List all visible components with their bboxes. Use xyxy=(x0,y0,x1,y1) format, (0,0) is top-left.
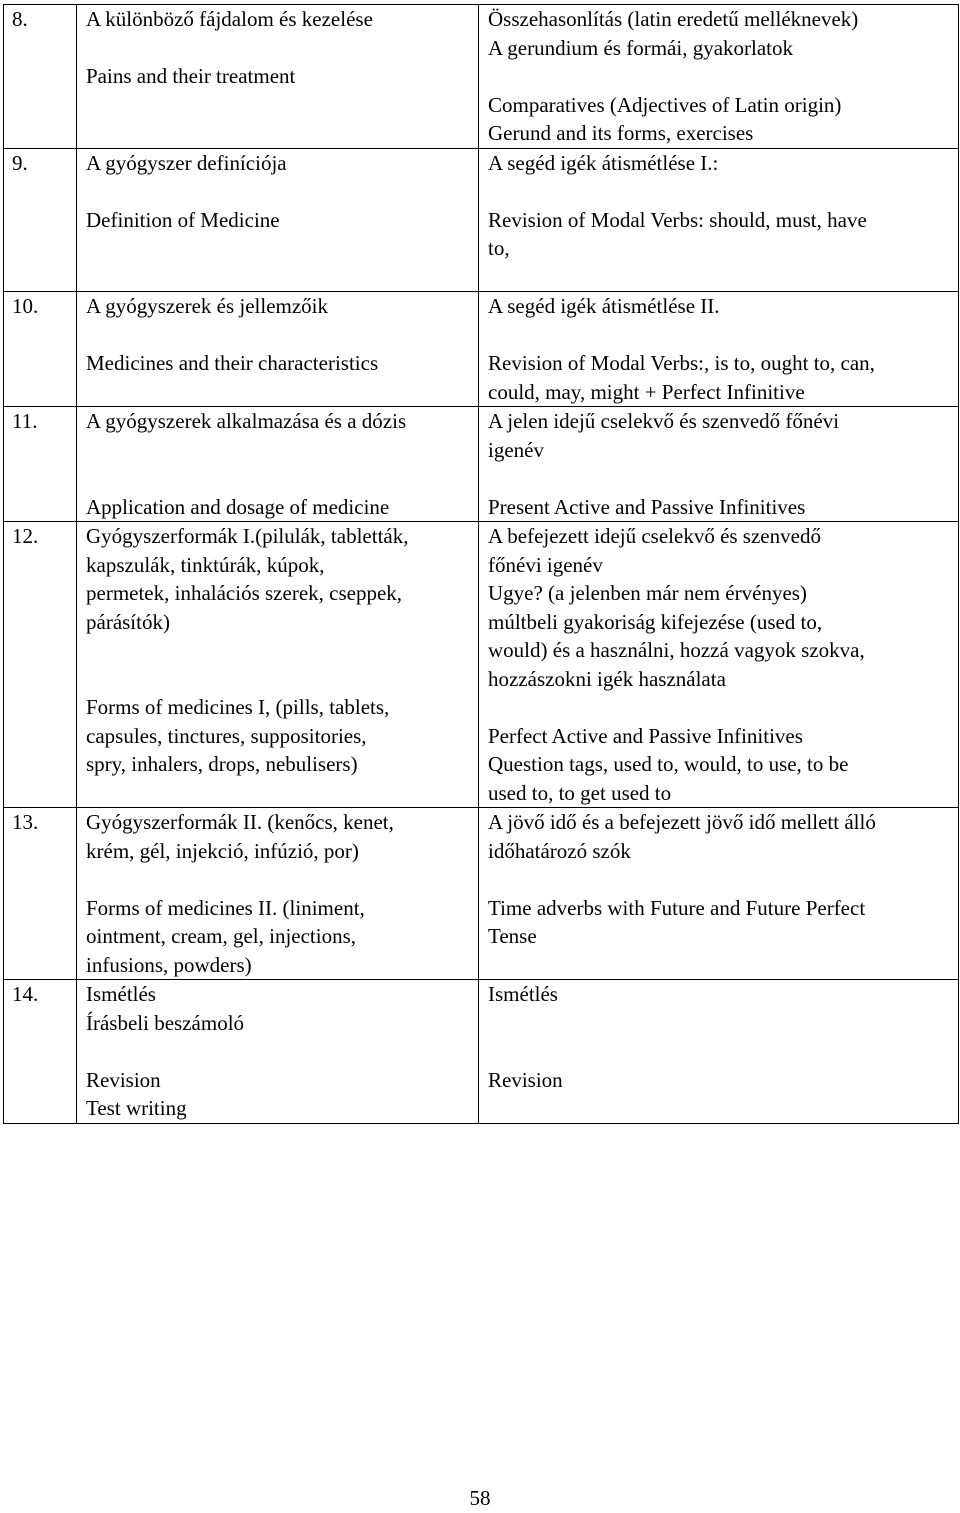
blank-line xyxy=(86,436,474,465)
grammar-cell xyxy=(479,5,959,149)
page-number: 58 xyxy=(469,1486,491,1510)
table-row xyxy=(4,980,959,1124)
topic-english-line: ointment, cream, gel, injections, xyxy=(86,924,357,948)
topic-cell xyxy=(77,980,479,1124)
grammar-hungarian-line: A segéd igék átismétlése II. xyxy=(488,294,720,318)
topic-hungarian-line: A gyógyszer definíciója xyxy=(86,150,287,175)
table-row xyxy=(4,522,959,808)
grammar-cell xyxy=(479,522,959,808)
topic-hungarian-line: A gyógyszerek és jellemzőik xyxy=(86,294,329,318)
grammar-hungarian-line: would) és a használni, hozzá vagyok szokva, xyxy=(488,638,865,662)
grammar-english-line: used to, to get used to xyxy=(488,780,672,805)
topic-english-line: Forms of medicines I, (pills, tablets, xyxy=(86,695,390,719)
blank-line xyxy=(488,1037,954,1066)
lesson-number: 11. xyxy=(4,407,77,522)
blank-line xyxy=(488,865,954,894)
topic-hungarian-line: permetek, inhalációs szerek, cseppek, xyxy=(86,581,403,605)
blank-line xyxy=(86,464,474,493)
grammar-english-line: Question tags, used to, would, to use, to be xyxy=(488,752,849,776)
topic-hungarian-line: krém, gél, injekció, infúzió, por) xyxy=(86,838,359,863)
topic-cell xyxy=(77,5,479,149)
grammar-english-line: Perfect Active and Passive Infinitives xyxy=(488,723,803,748)
topic-hungarian-line: kapszulák, tinktúrák, kúpok, xyxy=(86,552,325,577)
table-row xyxy=(4,148,959,292)
blank-line xyxy=(488,177,954,206)
lesson-number: 10. xyxy=(4,292,77,407)
grammar-english-line: could, may, might + Perfect Infinitive xyxy=(488,379,805,404)
grammar-cell xyxy=(479,407,959,522)
lesson-number: 13. xyxy=(4,808,77,980)
grammar-cell xyxy=(479,292,959,407)
grammar-cell xyxy=(479,808,959,980)
grammar-english-line: Gerund and its forms, exercises xyxy=(488,121,754,145)
grammar-hungarian-line: hozzászokni igék használata xyxy=(488,666,726,691)
blank-line xyxy=(488,321,954,350)
grammar-hungarian-line: A segéd igék átismétlése I.: xyxy=(488,150,719,175)
blank-line xyxy=(86,636,474,665)
topic-cell xyxy=(77,292,479,407)
blank-line xyxy=(488,693,954,722)
topic-english-line: spry, inhalers, drops, nebulisers) xyxy=(86,752,358,776)
grammar-hungarian-line: Ugye? (a jelenben már nem érvényes) xyxy=(488,581,807,605)
grammar-hungarian-line: A befejezett idejű cselekvő és szenvedő xyxy=(488,524,821,548)
topic-english-line: Medicines and their characteristics xyxy=(86,351,379,375)
topic-hungarian-line: Gyógyszerformák I.(pilulák, tabletták, xyxy=(86,524,409,548)
grammar-hungarian-line: Összehasonlítás (latin eredetű melléknevek) xyxy=(488,7,859,31)
blank-line xyxy=(488,62,954,91)
grammar-english-line: Time adverbs with Future and Future Perfect xyxy=(488,895,866,920)
grammar-english-line: Tense xyxy=(488,924,537,948)
topic-english-line: capsules, tinctures, suppositories, xyxy=(86,723,367,748)
topic-english-line: infusions, powders) xyxy=(86,952,252,977)
topic-hungarian-line: párásítók) xyxy=(86,609,170,634)
topic-english-line: Test writing xyxy=(86,1096,187,1120)
lesson-number: 14. xyxy=(4,980,77,1124)
blank-line xyxy=(86,321,474,350)
topic-cell xyxy=(77,407,479,522)
table-row xyxy=(4,292,959,407)
grammar-english-line: Revision of Modal Verbs:, is to, ought to, can, xyxy=(488,351,875,375)
topic-english-line: Revision xyxy=(86,1067,161,1092)
blank-line xyxy=(86,34,474,63)
syllabus-table xyxy=(3,4,959,1124)
grammar-cell xyxy=(479,980,959,1124)
table-row xyxy=(4,808,959,980)
topic-cell xyxy=(77,148,479,292)
topic-english-line: Application and dosage of medicine xyxy=(86,494,390,519)
topic-hungarian-line: A különböző fájdalom és kezelése xyxy=(86,7,373,31)
table-row xyxy=(4,407,959,522)
grammar-hungarian-line: A jövő idő és a befejezett jövő idő mellett álló xyxy=(488,810,876,834)
grammar-hungarian-line: A gerundium és formái, gyakorlatok xyxy=(488,35,794,60)
topic-cell xyxy=(77,808,479,980)
topic-hungarian-line: Írásbeli beszámoló xyxy=(86,1010,245,1035)
topic-english-line: Forms of medicines II. (liniment, xyxy=(86,895,365,920)
lesson-number: 9. xyxy=(4,148,77,292)
topic-hungarian-line: A gyógyszerek alkalmazása és a dózis xyxy=(86,409,407,433)
topic-english-line: Definition of Medicine xyxy=(86,207,280,232)
topic-hungarian-line: Ismétlés xyxy=(86,982,156,1006)
grammar-hungarian-line: Ismétlés xyxy=(488,982,558,1006)
grammar-hungarian-line: A jelen idejű cselekvő és szenvedő főnévi xyxy=(488,409,840,433)
grammar-english-line: Revision of Modal Verbs: should, must, have xyxy=(488,207,867,232)
lesson-number: 12. xyxy=(4,522,77,808)
blank-line xyxy=(86,865,474,894)
grammar-english-line: Comparatives (Adjectives of Latin origin) xyxy=(488,92,842,117)
grammar-hungarian-line: időhatározó szók xyxy=(488,838,631,863)
blank-line xyxy=(488,263,954,292)
grammar-cell xyxy=(479,148,959,292)
grammar-hungarian-line: múltbeli gyakoriság kifejezése (used to, xyxy=(488,609,823,634)
blank-line xyxy=(86,177,474,206)
topic-cell xyxy=(77,522,479,808)
blank-line xyxy=(86,665,474,694)
blank-line xyxy=(86,1037,474,1066)
topic-hungarian-line: Gyógyszerformák II. (kenőcs, kenet, xyxy=(86,810,394,834)
grammar-english-line: Present Active and Passive Infinitives xyxy=(488,494,806,519)
lesson-number: 8. xyxy=(4,5,77,149)
grammar-hungarian-line: főnévi igenév xyxy=(488,552,603,577)
topic-english-line: Pains and their treatment xyxy=(86,64,296,88)
grammar-hungarian-line: igenév xyxy=(488,437,544,462)
grammar-english-line: to, xyxy=(488,236,510,260)
syllabus-body xyxy=(4,5,959,1124)
grammar-english-line: Revision xyxy=(488,1067,563,1092)
blank-line xyxy=(488,464,954,493)
blank-line xyxy=(488,1009,954,1038)
table-row xyxy=(4,5,959,149)
